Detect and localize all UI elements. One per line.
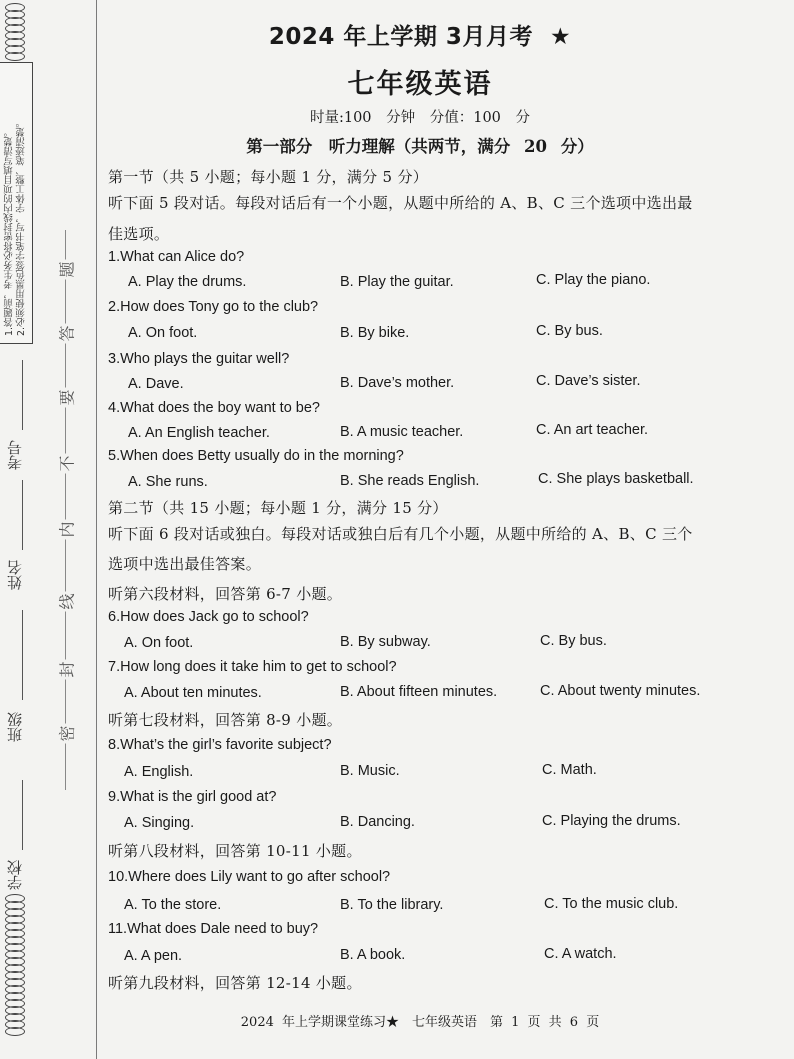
notice-line-2: 2.必须使用黑色签字笔书写，字体工整、笔迹清楚。 [16,117,27,336]
section1-heading: 第一节（共 5 小题；每小题 1 分，满分 5 分） [108,168,429,186]
name-line[interactable] [22,480,23,550]
question-6: 6.How does Jack go to school? [108,609,309,625]
q6-option-c[interactable]: C. By bus. [540,633,607,649]
school-line[interactable] [22,780,23,850]
question-9: 9.What is the girl good at? [108,789,277,805]
seal-char: 答 [55,324,78,344]
seal-dashed-line [65,230,66,790]
q5-option-b[interactable]: B. She reads English. [340,473,480,489]
seal-char: 线 [55,592,78,612]
question-10: 10.Where does Lily want to go after school? [108,869,391,885]
q9-option-b[interactable]: B. Dancing. [340,814,415,830]
q5-option-a[interactable]: A. She runs. [128,474,208,490]
label-name: 姓名 [6,560,24,590]
q1-option-a[interactable]: A. Play the drums. [128,274,247,290]
binding-margin [0,0,97,1059]
section1-instructions-1: 听下面 5 段对话。每段对话后有一个小题，从题中所给的 A、B、C 三个选项中选出最 [108,194,693,212]
group-9-header: 听第九段材料，回答第 12-14 小题。 [108,974,362,992]
q2-option-b[interactable]: B. By bike. [340,325,410,341]
q1-option-c[interactable]: C. Play the piano. [536,272,651,288]
seal-char: 要 [55,388,78,408]
q11-option-c[interactable]: C. A watch. [544,946,617,962]
q7-option-b[interactable]: B. About fifteen minutes. [340,684,498,700]
group-7-header: 听第七段材料，回答第 8-9 小题。 [108,711,343,729]
seal-char: 封 [55,660,78,680]
notice-line-1: 1.答题前，考生务必将密封线内的项目填写清楚。 [4,127,15,336]
q6-option-a[interactable]: A. On foot. [124,635,194,651]
q4-option-a[interactable]: A. An English teacher. [128,425,270,441]
binding-rings-top [2,4,28,60]
q2-option-a[interactable]: A. On foot. [128,325,198,341]
q10-option-c[interactable]: C. To the music club. [544,896,679,912]
group-8-header: 听第八段材料，回答第 10-11 小题。 [108,842,362,860]
q7-option-c[interactable]: C. About twenty minutes. [540,683,701,699]
question-3: 3.Who plays the guitar well? [108,351,290,367]
seal-char: 不 [55,454,78,474]
q3-option-a[interactable]: A. Dave. [128,376,184,392]
q11-option-a[interactable]: A. A pen. [124,948,183,964]
label-class: 班级 [6,712,24,742]
q8-option-c[interactable]: C. Math. [542,762,597,778]
q5-option-c[interactable]: C. She plays basketball. [538,471,694,487]
section2-instructions-2: 选项中选出最佳答案。 [108,555,262,573]
group-6-header: 听第六段材料，回答第 6-7 小题。 [108,585,343,603]
star-icon: ★ [549,24,572,50]
q11-option-b[interactable]: B. A book. [340,947,406,963]
exam-title-text: 2024 年上学期 3月月考 [268,24,533,50]
binding-rings-bottom [2,895,28,1035]
exam-no-line[interactable] [22,360,23,430]
q4-option-c[interactable]: C. An art teacher. [536,422,649,438]
q10-option-a[interactable]: A. To the store. [124,897,222,913]
question-2: 2.How does Tony go to the club? [108,299,319,315]
part1-heading: 第一部分 听力理解（共两节，满分 20 分） [246,137,594,156]
question-11: 11.What does Dale need to buy? [108,921,319,937]
notice-text [4,66,32,336]
q8-option-a[interactable]: A. English. [124,764,194,780]
seal-char: 密 [55,724,78,744]
q8-option-b[interactable]: B. Music. [340,763,400,779]
q1-option-b[interactable]: B. Play the guitar. [340,274,454,290]
label-exam-no: 考号 [6,440,24,470]
question-8: 8.What’s the girl’s favorite subject? [108,737,332,753]
section2-heading: 第二节（共 15 小题；每小题 1 分，满分 15 分） [108,499,448,517]
q9-option-a[interactable]: A. Singing. [124,815,195,831]
section1-instructions-2: 佳选项。 [108,225,170,243]
page-footer: 2024 年上学期课堂练习★ 七年级英语 第 1 页 共 6 页 [240,1015,600,1030]
q9-option-c[interactable]: C. Playing the drums. [542,813,681,829]
question-1: 1.What can Alice do? [108,249,245,265]
section2-instructions-1: 听下面 6 段对话或独白。每段对话或独白后有几个小题，从题中所给的 A、B、C 三个 [108,525,693,543]
question-7: 7.How long does it take him to get to school? [108,659,397,675]
seal-char: 题 [55,260,78,280]
q10-option-b[interactable]: B. To the library. [340,897,444,913]
exam-title [200,18,640,51]
label-school: 学校 [6,860,24,890]
q7-option-a[interactable]: A. About ten minutes. [124,685,262,701]
q3-option-c[interactable]: C. Dave’s sister. [536,373,641,389]
q3-option-b[interactable]: B. Dave’s mother. [340,375,455,391]
seal-char: 内 [55,520,78,540]
q2-option-c[interactable]: C. By bus. [536,323,603,339]
subject-title: 七年级英语 [347,69,493,100]
q6-option-b[interactable]: B. By subway. [340,634,431,650]
question-5: 5.When does Betty usually do in the morning? [108,448,404,464]
q4-option-b[interactable]: B. A music teacher. [340,424,464,440]
question-4: 4.What does the boy want to be? [108,400,320,416]
class-line[interactable] [22,610,23,700]
time-score: 时量:100 分钟 分值：100 分 [309,110,531,126]
